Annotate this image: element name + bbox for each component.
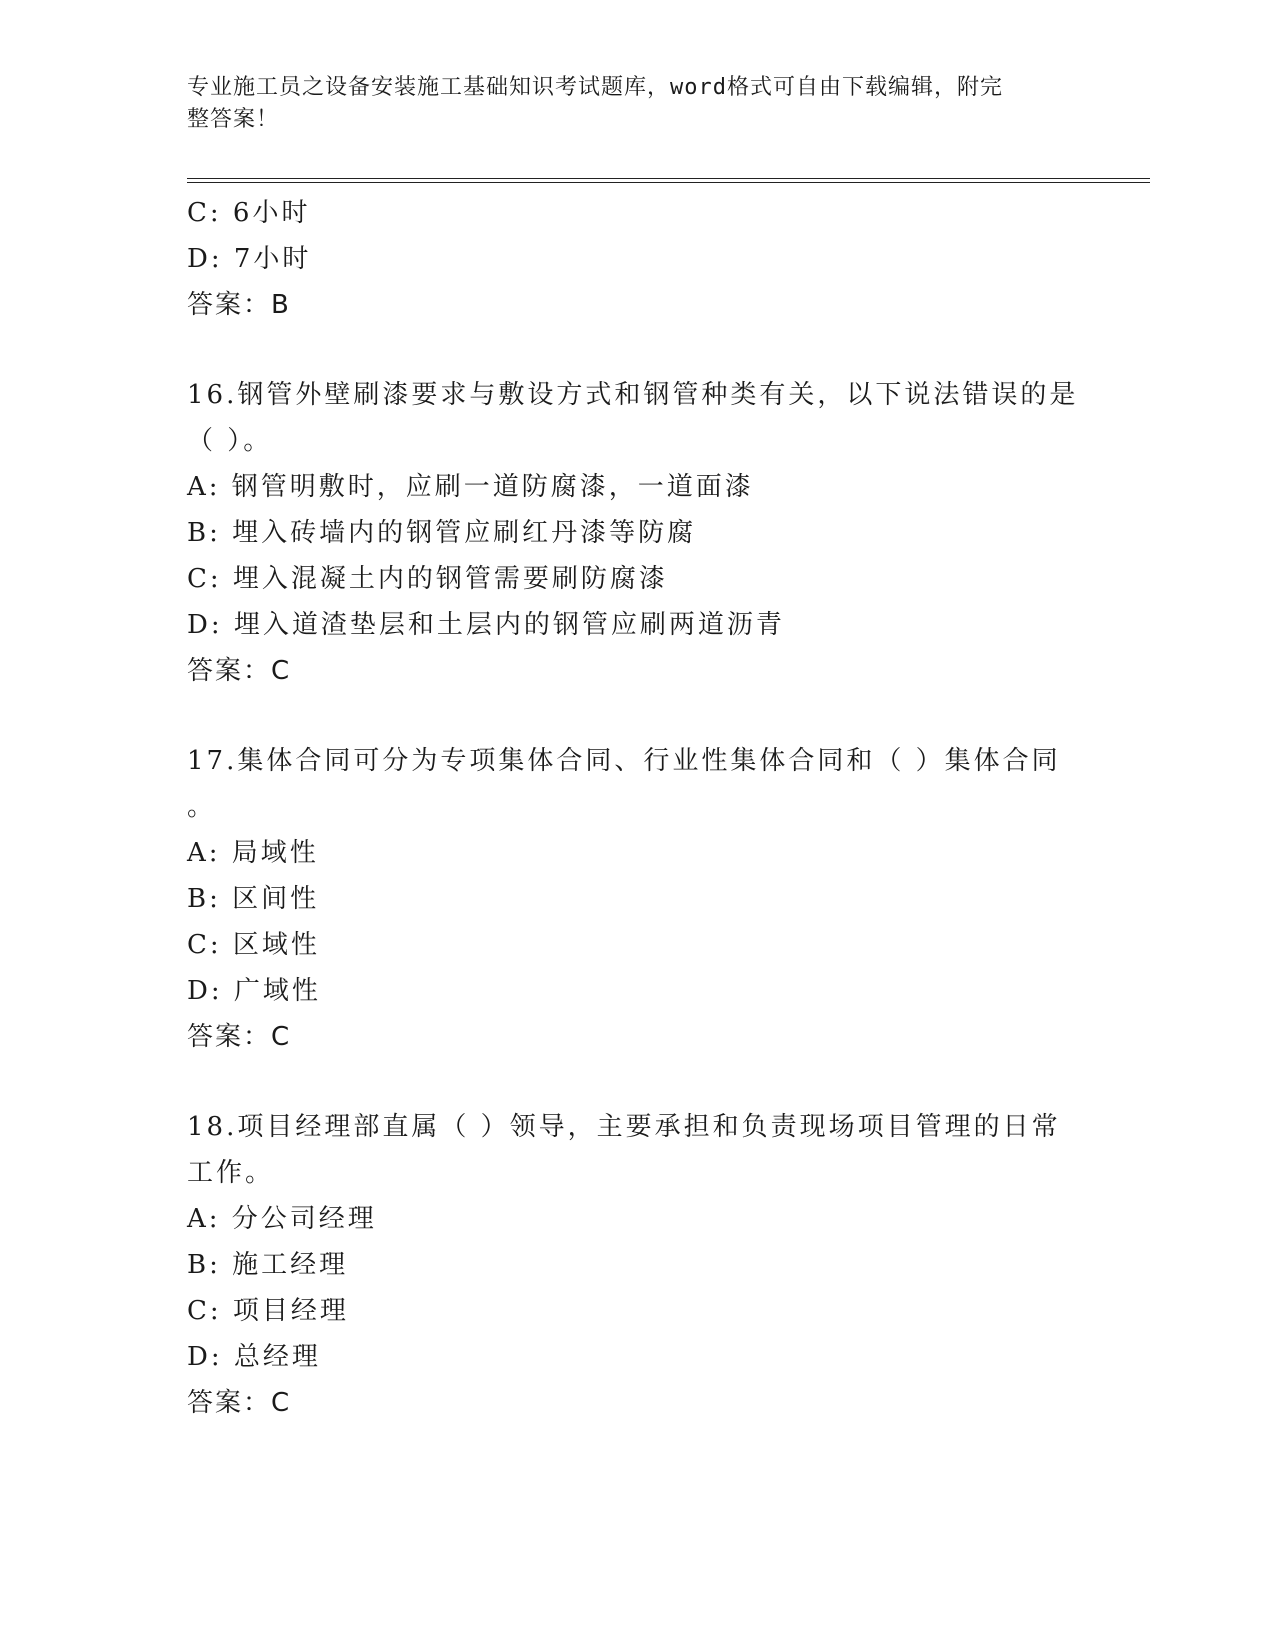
- question-stem-line2: 工作。: [187, 1158, 275, 1188]
- question-stem-line1: 18.项目经理部直属（ ）领导，主要承担和负责现场项目管理的日常: [187, 1112, 1061, 1142]
- option-b: B: 施工经理: [187, 1250, 349, 1280]
- option-c: C: 区域性: [187, 930, 320, 960]
- header-divider-top: [187, 178, 1150, 179]
- option-c: C: 项目经理: [187, 1296, 349, 1326]
- option-d: D: 广域性: [187, 976, 321, 1006]
- document-body: [187, 190, 1087, 1426]
- answer-line: 答案：C: [187, 1388, 292, 1418]
- spacer: [187, 328, 1087, 372]
- question-16: [187, 372, 1087, 694]
- option-b: B: 埋入砖墙内的钢管应刷红丹漆等防腐: [187, 518, 697, 548]
- option-d: D: 埋入道渣垫层和土层内的钢管应刷两道沥青: [187, 610, 785, 640]
- answer-line: 答案：C: [187, 1022, 292, 1052]
- option-b: B: 区间性: [187, 884, 320, 914]
- header-title-line2: 整答案！: [187, 107, 280, 132]
- question-stem-line1: 16.钢管外壁刷漆要求与敷设方式和钢管种类有关，以下说法错误的是: [187, 380, 1079, 410]
- header-title-line1: 专业施工员之设备安装施工基础知识考试题库，word格式可自由下载编辑，附完: [187, 75, 1003, 100]
- question-stem-line1: 17.集体合同可分为专项集体合同、行业性集体合同和（ ）集体合同: [187, 746, 1061, 776]
- option-d: D: 总经理: [187, 1342, 321, 1372]
- option-a: A: 钢管明敷时，应刷一道防腐漆，一道面漆: [187, 472, 754, 502]
- option-c: C: 6小时: [187, 198, 311, 228]
- document-header: [187, 72, 1067, 136]
- header-divider-bottom: [187, 182, 1150, 183]
- prev-question-tail: [187, 190, 1087, 328]
- question-18: [187, 1104, 1087, 1426]
- spacer: [187, 694, 1087, 738]
- option-d: D: 7小时: [187, 244, 312, 274]
- option-a: A: 分公司经理: [187, 1204, 377, 1234]
- option-c: C: 埋入混凝土内的钢管需要刷防腐漆: [187, 564, 668, 594]
- question-stem-line2: （ ）。: [187, 426, 273, 456]
- spacer: [187, 1060, 1087, 1104]
- answer-line: 答案：B: [187, 290, 291, 320]
- option-a: A: 局域性: [187, 838, 319, 868]
- answer-line: 答案：C: [187, 656, 292, 686]
- question-17: [187, 738, 1087, 1060]
- question-stem-line2: 。: [187, 792, 217, 822]
